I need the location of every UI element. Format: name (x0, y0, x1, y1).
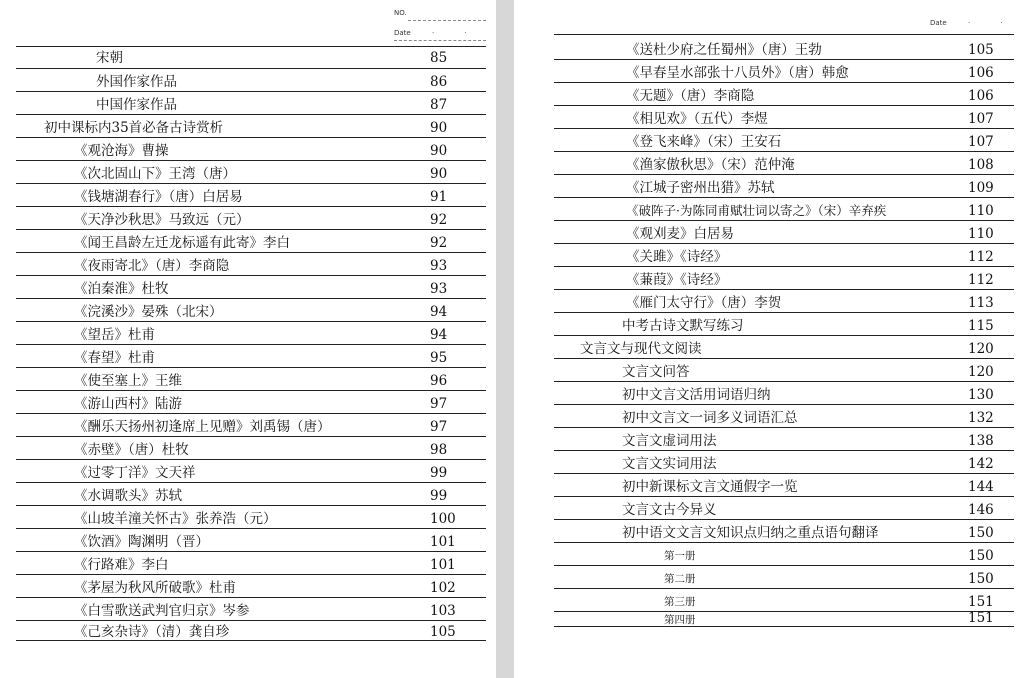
toc-entry-page: 94 (430, 327, 448, 343)
toc-entry-title: 《浣溪沙》晏殊（北宋） (74, 304, 223, 320)
toc-entry-page: 151 (968, 610, 994, 626)
toc-entry-page: 96 (430, 373, 448, 389)
toc-entry-title: 文言文与现代文阅读 (580, 341, 702, 357)
toc-entry-title: 《钱塘湖春行》（唐）白居易 (74, 189, 243, 205)
ruled-line (16, 252, 486, 253)
toc-entry-title: 《饮酒》陶渊明（晋） (74, 534, 209, 550)
ruled-line (16, 597, 486, 598)
toc-entry-page: 101 (430, 557, 456, 573)
toc-entry-page: 150 (968, 525, 994, 541)
toc-entry-page: 112 (968, 249, 994, 265)
ruled-line (16, 91, 486, 92)
toc-entry-page: 90 (430, 120, 448, 136)
ruled-line (554, 588, 1014, 589)
toc-entry-page: 120 (968, 341, 994, 357)
ruled-line (554, 519, 1014, 520)
toc-entry-title: 初中语文文言文知识点归纳之重点语句翻译 (622, 525, 879, 541)
date-dots: · · (432, 29, 481, 37)
ruled-line (554, 174, 1014, 175)
toc-entry-page: 142 (968, 456, 994, 472)
ruled-line (554, 611, 1014, 612)
toc-entry-title: 初中文言文一词多义词语汇总 (622, 410, 798, 426)
toc-entry-title: 《游山西村》陆游 (74, 396, 182, 412)
no-label: NO. (394, 9, 407, 17)
toc-entry-page: 130 (968, 387, 994, 403)
toc-entry-title: 《山坡羊潼关怀古》张养浩（元） (74, 511, 277, 527)
toc-entry-title: 《夜雨寄北》（唐）李商隐 (74, 258, 230, 274)
ruled-line (554, 565, 1014, 566)
toc-entry-title: 《春望》杜甫 (74, 350, 155, 366)
notebook-page-right (514, 0, 1022, 678)
toc-entry-page: 113 (968, 295, 994, 311)
ruled-line (16, 298, 486, 299)
toc-entry-page: 97 (430, 419, 448, 435)
ruled-line (554, 335, 1014, 336)
ruled-line (554, 626, 1014, 627)
ruled-line (16, 574, 486, 575)
toc-entry-page: 99 (430, 488, 448, 504)
toc-entry-page: 132 (968, 410, 994, 426)
toc-entry-title: 初中课标内35首必备古诗赏析 (44, 120, 224, 136)
ruled-line (554, 82, 1014, 83)
ruled-line (16, 620, 486, 621)
toc-entry-page: 108 (968, 157, 994, 173)
toc-entry-title: 《赤壁》（唐）杜牧 (74, 442, 189, 458)
ruled-line (554, 105, 1014, 106)
toc-entry-title: 《天净沙秋思》马致远（元） (74, 212, 250, 228)
toc-entry-page: 99 (430, 465, 448, 481)
ruled-line (16, 551, 486, 552)
toc-entry-page: 103 (430, 603, 456, 619)
toc-entry-page: 105 (430, 624, 456, 640)
toc-entry-title: 《早春呈水部张十八员外》（唐）韩愈 (626, 65, 849, 81)
toc-entry-title: 《江城子密州出猎》苏轼 (626, 180, 775, 196)
toc-entry-title: 宋朝 (96, 50, 123, 66)
toc-entry-title: 初中新课标文言文通假字一览 (622, 479, 798, 495)
ruled-line (554, 197, 1014, 198)
toc-entry-page: 102 (430, 580, 456, 596)
ruled-line (554, 358, 1014, 359)
toc-entry-page: 90 (430, 143, 448, 159)
page-gutter (496, 0, 514, 678)
toc-entry-page: 94 (430, 304, 448, 320)
toc-entry-page: 87 (430, 97, 448, 113)
toc-entry-page: 98 (430, 442, 448, 458)
toc-entry-page: 91 (430, 189, 448, 205)
ruled-line (554, 128, 1014, 129)
toc-entry-page: 101 (430, 534, 456, 550)
toc-entry-page: 92 (430, 235, 448, 251)
toc-entry-page: 90 (430, 166, 448, 182)
toc-entry-title: 《渔家傲秋思》（宋）范仲淹 (626, 157, 795, 173)
toc-entry-title: 初中文言文活用词语归纳 (622, 387, 771, 403)
toc-entry-page: 95 (430, 350, 448, 366)
ruled-line (16, 229, 486, 230)
toc-entry-page: 93 (430, 281, 448, 297)
toc-entry-title: 《闻王昌龄左迁龙标遥有此寄》李白 (74, 235, 290, 251)
ruled-line (554, 404, 1014, 405)
ruled-line (554, 220, 1014, 221)
toc-entry-page: 97 (430, 396, 448, 412)
toc-entry-title: 《行路难》李白 (74, 557, 169, 573)
toc-entry-title: 《雁门太守行》（唐）李贺 (626, 295, 782, 311)
toc-entry-title: 《望岳》杜甫 (74, 327, 155, 343)
toc-entry-title: 《白雪歌送武判官归京》岑参 (74, 603, 250, 619)
ruled-line (554, 542, 1014, 543)
toc-entry-page: 105 (968, 42, 994, 58)
ruled-line (16, 413, 486, 414)
toc-entry-title: 文言文虚词用法 (622, 433, 717, 449)
toc-entry-title: 《次北固山下》王湾（唐） (74, 166, 236, 182)
date-field-line (394, 40, 486, 41)
toc-entry-title: 《相见欢》（五代）李煜 (626, 111, 768, 127)
ruled-line (554, 312, 1014, 313)
toc-entry-title: 《茅屋为秋风所破歌》杜甫 (74, 580, 236, 596)
toc-entry-title: 《使至塞上》王维 (74, 373, 182, 389)
ruled-line (554, 59, 1014, 60)
toc-entry-page: 85 (430, 50, 448, 66)
toc-entry-title: 中国作家作品 (96, 97, 177, 113)
toc-entry-title: 《关雎》《诗经》 (626, 249, 728, 265)
toc-entry-title: 《泊秦淮》杜牧 (74, 281, 169, 297)
ruled-line (554, 496, 1014, 497)
notebook-page-left (0, 0, 496, 678)
ruled-line (16, 321, 486, 322)
ruled-line (16, 114, 486, 115)
toc-entry-title: 中考古诗文默写练习 (622, 318, 744, 334)
ruled-line (554, 381, 1014, 382)
ruled-line (554, 243, 1014, 244)
toc-entry-page: 106 (968, 88, 994, 104)
ruled-line (16, 183, 486, 184)
ruled-line (16, 344, 486, 345)
toc-entry-title: 《无题》（唐）李商隐 (626, 88, 755, 104)
toc-entry-title: 《破阵子·为陈同甫赋壮词以寄之》（宋）辛弃疾 (626, 203, 887, 218)
ruled-line (16, 482, 486, 483)
toc-entry-title: 《登飞来峰》（宋）王安石 (626, 134, 782, 150)
toc-entry-page: 150 (968, 548, 994, 564)
ruled-line (16, 275, 486, 276)
toc-entry-title: 《蒹葭》《诗经》 (626, 272, 728, 288)
toc-entry-page: 107 (968, 134, 994, 150)
toc-entry-page: 93 (430, 258, 448, 274)
toc-entry-title: 《观沧海》曹操 (74, 143, 169, 159)
toc-entry-title: 文言文古今异义 (622, 502, 717, 518)
ruled-line (16, 640, 486, 641)
toc-entry-page: 150 (968, 571, 994, 587)
toc-entry-title: 《水调歌头》苏轼 (74, 488, 182, 504)
toc-entry-title: 《己亥杂诗》（清）龚自珍 (74, 624, 230, 640)
date-dots: · · (968, 19, 1017, 27)
ruled-line (16, 46, 486, 47)
toc-entry-title: 《酬乐天扬州初逢席上见赠》刘禹锡（唐） (74, 419, 331, 435)
ruled-line (16, 206, 486, 207)
toc-entry-title: 第一册 (664, 550, 696, 562)
no-field-line (408, 20, 486, 21)
toc-entry-page: 146 (968, 502, 994, 518)
toc-entry-title: 第二册 (664, 573, 696, 585)
toc-entry-title: 《送杜少府之任蜀州》（唐）王勃 (626, 42, 822, 58)
toc-entry-title: 外国作家作品 (96, 74, 177, 90)
ruled-line (16, 390, 486, 391)
toc-entry-page: 115 (968, 318, 994, 334)
toc-entry-page: 106 (968, 65, 994, 81)
date-label: Date (930, 19, 947, 27)
toc-entry-title: 文言文实词用法 (622, 456, 717, 472)
ruled-line (554, 427, 1014, 428)
toc-entry-page: 86 (430, 74, 448, 90)
toc-entry-page: 100 (430, 511, 456, 527)
toc-entry-page: 138 (968, 433, 994, 449)
toc-entry-page: 109 (968, 180, 994, 196)
ruled-line (554, 266, 1014, 267)
ruled-line (16, 459, 486, 460)
ruled-line (554, 473, 1014, 474)
toc-entry-page: 151 (968, 594, 994, 610)
toc-entry-page: 110 (968, 203, 994, 219)
toc-entry-page: 144 (968, 479, 994, 495)
ruled-line (16, 160, 486, 161)
ruled-line (554, 151, 1014, 152)
toc-entry-title: 第四册 (664, 614, 696, 626)
toc-entry-title: 《过零丁洋》文天祥 (74, 465, 196, 481)
toc-entry-page: 107 (968, 111, 994, 127)
ruled-line (16, 68, 486, 69)
ruled-line (554, 34, 1014, 35)
toc-entry-page: 110 (968, 226, 994, 242)
ruled-line (16, 367, 486, 368)
ruled-line (16, 505, 486, 506)
date-label: Date (394, 29, 411, 37)
ruled-line (554, 289, 1014, 290)
toc-entry-title: 第三册 (664, 596, 696, 608)
ruled-line (16, 528, 486, 529)
toc-entry-title: 《观刈麦》白居易 (626, 226, 734, 242)
toc-entry-title: 文言文问答 (622, 364, 690, 380)
ruled-line (16, 137, 486, 138)
ruled-line (16, 436, 486, 437)
ruled-line (554, 450, 1014, 451)
toc-entry-page: 92 (430, 212, 448, 228)
toc-entry-page: 120 (968, 364, 994, 380)
toc-entry-page: 112 (968, 272, 994, 288)
